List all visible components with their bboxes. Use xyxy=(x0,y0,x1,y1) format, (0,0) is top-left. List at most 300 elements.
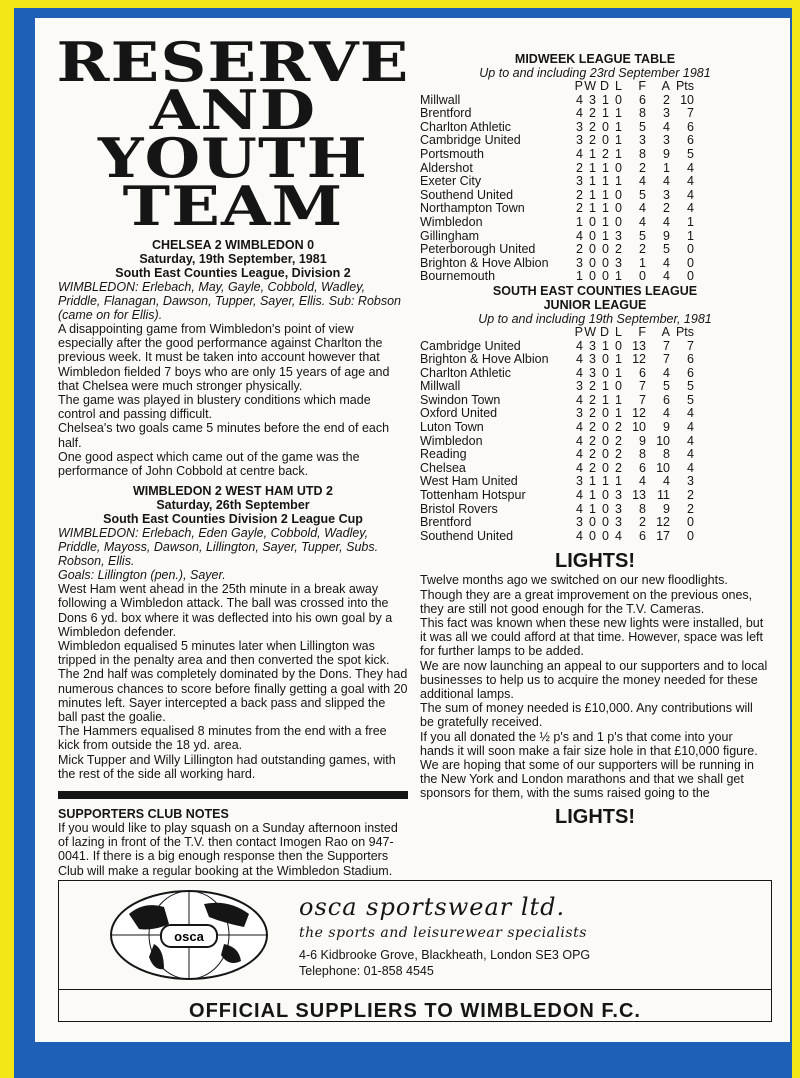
stat-cell: 2 xyxy=(615,460,622,475)
stat-cell: 2 xyxy=(639,160,646,175)
stat-cell: 0 xyxy=(602,488,609,503)
column-header: A xyxy=(661,79,670,93)
stat-cell: 6 xyxy=(639,92,646,107)
stat-cell: 9 xyxy=(639,433,646,448)
report-paragraph: The game was played in blustery conditions which made control and passing difficult. xyxy=(58,393,371,422)
stat-cell: 2 xyxy=(615,420,622,435)
table-row xyxy=(420,489,694,503)
stat-cell: 1 xyxy=(639,255,646,270)
stat-cell: 6 xyxy=(687,133,694,148)
match1-date: Saturday, 19th September, 1981 xyxy=(139,252,327,266)
stat-cell: 4 xyxy=(687,460,694,475)
stat-cell: 0 xyxy=(615,201,622,216)
stat-cell: 1 xyxy=(602,92,609,107)
report-paragraph: Wimbledon equalised 5 minutes later when Lillington was tripped in the penalty area and then converted the spot kick. xyxy=(58,639,390,668)
stat-cell: 2 xyxy=(589,392,596,407)
stat-cell: 10 xyxy=(632,420,646,435)
match1-comp: South East Counties League, Division 2 xyxy=(115,266,351,280)
stat-cell: 0 xyxy=(639,269,646,284)
stat-cell: 4 xyxy=(663,474,670,489)
team-name: Charlton Athletic xyxy=(420,365,512,380)
match2-date: Saturday, 26th September xyxy=(156,498,310,513)
match1-team: WIMBLEDON: Erlebach, May, Gayle, Cobbold, Wadley, Priddle, Flanagan, Dawson, Tupper, Sayer, Ellis. Sub: Robson (came on for Ellis). xyxy=(58,280,402,322)
stat-cell: 3 xyxy=(615,228,622,243)
column-header: A xyxy=(661,324,670,339)
stat-cell: 0 xyxy=(602,133,609,148)
table-row xyxy=(420,230,694,244)
stat-cell: 3 xyxy=(576,474,583,489)
stat-cell: 0 xyxy=(602,528,609,543)
table-row xyxy=(420,121,694,135)
report-paragraph: The Hammers equalised 8 minutes from the end with a free kick from outside the 18 yd. area. xyxy=(58,724,387,753)
stat-cell: 6 xyxy=(639,460,646,475)
stat-cell: 0 xyxy=(687,242,694,257)
column-header: P xyxy=(574,79,583,93)
stat-cell: 1 xyxy=(615,133,622,148)
table-row xyxy=(420,516,694,530)
report-paragraph: The 2nd half was completely dominated by the Dons. They had numerous chances to score before finally getting a goal with 20 minutes left. Sayer intercepted a back pass and slipped the ball past the goalie. xyxy=(58,667,408,725)
stat-cell: 2 xyxy=(663,201,670,216)
junior-title: SOUTH EAST COUNTIES LEAGUE xyxy=(492,283,698,298)
stat-cell: 1 xyxy=(615,392,622,407)
address-line: 4-6 Kidbrooke Grove, Blackheath, London SE3 OPG xyxy=(299,948,591,962)
stat-cell: 0 xyxy=(589,242,596,257)
stat-cell: 4 xyxy=(576,501,583,516)
programme-page xyxy=(35,18,790,1042)
stat-cell: 9 xyxy=(663,501,670,516)
stat-cell: 0 xyxy=(615,92,622,107)
supporters-body: If you would like to play squash on a Sunday afternoon insted of lazing in front of the T.V. then contact Imogen Rao on 947-0041. If there is a big enough response then the Supporters Club will make a regular booking at the Wimbledon Stadium. xyxy=(58,821,398,878)
stat-cell: 4 xyxy=(663,174,670,189)
stat-cell: 10 xyxy=(680,92,694,107)
stat-cell: 4 xyxy=(576,352,583,367)
stat-cell: 7 xyxy=(663,352,670,367)
yellow-border-top xyxy=(0,0,800,8)
match2-report xyxy=(58,582,408,781)
stat-cell: 1 xyxy=(589,488,596,503)
stat-cell: 4 xyxy=(576,228,583,243)
stat-cell: 0 xyxy=(589,255,596,270)
stat-cell: 2 xyxy=(589,379,596,394)
stat-cell: 0 xyxy=(602,406,609,421)
stat-cell: 4 xyxy=(576,365,583,380)
stat-cell: 5 xyxy=(687,379,694,394)
stat-cell: 0 xyxy=(602,433,609,448)
stat-cell: 4 xyxy=(663,269,670,284)
stat-cell: 2 xyxy=(589,119,596,134)
team-name: Bournemouth xyxy=(420,269,496,284)
stat-cell: 0 xyxy=(602,447,609,462)
table-row xyxy=(420,435,694,449)
table-row xyxy=(420,202,694,216)
stat-cell: 1 xyxy=(602,474,609,489)
stat-cell: 3 xyxy=(663,187,670,202)
report-paragraph: This fact was known when these new lights were installed, but it was all we could afford at that time. However, space was left for further lamps to be added. xyxy=(420,616,764,659)
stat-cell: 1 xyxy=(602,187,609,202)
stat-cell: 0 xyxy=(602,365,609,380)
table-row xyxy=(420,189,694,203)
osca-address xyxy=(299,947,590,979)
stat-cell: 0 xyxy=(602,352,609,367)
junior-title2: JUNIOR LEAGUE xyxy=(543,297,647,312)
stat-cell: 3 xyxy=(589,338,596,353)
osca-advert xyxy=(58,880,772,1022)
stat-cell: 4 xyxy=(576,528,583,543)
table-row xyxy=(420,94,694,108)
stat-cell: 3 xyxy=(589,365,596,380)
stat-cell: 3 xyxy=(576,174,583,189)
column-header: F xyxy=(638,324,646,339)
stat-cell: 4 xyxy=(687,187,694,202)
stat-cell: 8 xyxy=(639,146,646,161)
match1-title: CHELSEA 2 WIMBLEDON 0 xyxy=(151,238,315,252)
stat-cell: 4 xyxy=(663,255,670,270)
table-row xyxy=(420,134,694,148)
stat-cell: 4 xyxy=(576,460,583,475)
yellow-border-right xyxy=(792,0,800,1078)
stat-cell: 0 xyxy=(602,501,609,516)
stat-cell: 1 xyxy=(615,474,622,489)
team-name: Peterborough United xyxy=(420,242,536,257)
stat-cell: 4 xyxy=(663,406,670,421)
table-row xyxy=(420,216,694,230)
team-name: Tottenham Hotspur xyxy=(420,488,526,503)
stat-cell: 8 xyxy=(663,447,670,462)
stat-cell: 0 xyxy=(589,515,596,530)
stat-cell: 1 xyxy=(602,214,609,229)
stat-cell: 4 xyxy=(576,488,583,503)
column-header: W xyxy=(584,324,596,339)
stat-cell: 5 xyxy=(663,242,670,257)
stat-cell: 17 xyxy=(656,528,670,543)
stat-cell: 4 xyxy=(687,174,694,189)
stat-cell: 3 xyxy=(576,379,583,394)
team-name: Cambridge United xyxy=(420,133,521,148)
column-header: L xyxy=(615,79,622,93)
stat-cell: 1 xyxy=(602,338,609,353)
report-paragraph: West Ham went ahead in the 25th minute in a break away following a Wimbledon attack. The ball was crossed into the Dons 6 yd. box where it was deflected into his own goal by a Wimbledon defender. xyxy=(58,582,393,639)
stat-cell: 2 xyxy=(589,106,596,121)
headline-line: AND xyxy=(149,78,317,142)
junior-subtitle: Up to and including 19th September, 1981 xyxy=(478,311,712,326)
column-header: D xyxy=(599,79,609,93)
stat-cell: 10 xyxy=(656,460,670,475)
stat-cell: 6 xyxy=(687,352,694,367)
stat-cell: 2 xyxy=(602,146,609,161)
stat-cell: 0 xyxy=(687,528,694,543)
lights-body xyxy=(420,573,770,800)
stat-cell: 2 xyxy=(589,420,596,435)
header-blank xyxy=(420,80,570,94)
table-header-row xyxy=(420,80,694,94)
team-name: Southend United xyxy=(420,528,514,543)
stat-cell: 3 xyxy=(589,92,596,107)
team-name: Chelsea xyxy=(420,460,466,475)
team-name: Millwall xyxy=(420,92,461,107)
stat-cell: 4 xyxy=(576,92,583,107)
globe-logo-icon xyxy=(109,889,269,981)
stat-cell: 2 xyxy=(639,242,646,257)
stat-cell: 2 xyxy=(576,201,583,216)
lights-footer: LIGHTS! xyxy=(555,805,635,828)
supporters-heading: SUPPORTERS CLUB NOTES xyxy=(58,807,229,822)
table-row xyxy=(420,353,694,367)
stat-cell: 2 xyxy=(687,501,694,516)
stat-cell: 1 xyxy=(615,269,622,284)
stat-cell: 6 xyxy=(687,119,694,134)
stat-cell: 4 xyxy=(687,406,694,421)
stat-cell: 3 xyxy=(663,133,670,148)
stat-cell: 12 xyxy=(632,352,646,367)
match2-team: WIMBLEDON: Erlebach, Eden Gayle, Cobbold, Wadley, Priddle, Mayoss, Dawson, Lillington, Sayer, Tupper, Subs. Robson, Ellis. xyxy=(58,526,379,569)
midweek-table xyxy=(420,80,694,284)
report-paragraph: Twelve months ago we switched on our new floodlights. Though they are a great improvement on the previous ones, they are still not good enough for the T.V. Cameras. xyxy=(420,573,753,616)
stat-cell: 1 xyxy=(663,160,670,175)
stat-cell: 9 xyxy=(663,420,670,435)
stat-cell: 0 xyxy=(602,242,609,257)
stat-cell: 4 xyxy=(615,528,622,543)
stat-cell: 4 xyxy=(639,474,646,489)
stat-cell: 3 xyxy=(576,515,583,530)
stat-cell: 0 xyxy=(589,214,596,229)
table-row xyxy=(420,243,694,257)
stat-cell: 0 xyxy=(615,214,622,229)
stat-cell: 7 xyxy=(663,338,670,353)
team-name: Aldershot xyxy=(420,160,473,175)
stat-cell: 5 xyxy=(639,119,646,134)
stat-cell: 3 xyxy=(576,133,583,148)
stat-cell: 2 xyxy=(576,187,583,202)
table-row xyxy=(420,270,694,284)
stat-cell: 0 xyxy=(602,460,609,475)
stat-cell: 1 xyxy=(615,352,622,367)
stat-cell: 4 xyxy=(576,146,583,161)
stat-cell: 4 xyxy=(687,447,694,462)
stat-cell: 1 xyxy=(615,106,622,121)
stat-cell: 0 xyxy=(602,269,609,284)
report-paragraph: We are now launching an appeal to our supporters and to local businesses to help us to acquire the money needed for these additional lamps. xyxy=(420,658,768,702)
report-paragraph: One good aspect which came out of the game was the performance of John Cobbold at centre back. xyxy=(58,449,360,479)
stat-cell: 2 xyxy=(639,515,646,530)
stat-cell: 4 xyxy=(639,174,646,189)
table-row xyxy=(420,148,694,162)
stat-cell: 0 xyxy=(589,228,596,243)
stat-cell: 1 xyxy=(589,501,596,516)
stat-cell: 3 xyxy=(576,255,583,270)
stat-cell: 0 xyxy=(615,160,622,175)
stat-cell: 2 xyxy=(589,447,596,462)
table-row xyxy=(420,475,694,489)
stat-cell: 2 xyxy=(589,433,596,448)
match2-goals: Goals: Lillington (pen.), Sayer. xyxy=(58,568,226,583)
stat-cell: 1 xyxy=(589,474,596,489)
match2-title: WIMBLEDON 2 WEST HAM UTD 2 xyxy=(133,484,333,499)
stat-cell: 12 xyxy=(632,406,646,421)
team-name: Wimbledon xyxy=(420,433,483,448)
stat-cell: 0 xyxy=(615,338,622,353)
stat-cell: 4 xyxy=(576,106,583,121)
stat-cell: 1 xyxy=(589,174,596,189)
stat-cell: 3 xyxy=(663,106,670,121)
official-suppliers: OFFICIAL SUPPLIERS TO WIMBLEDON F.C. xyxy=(59,989,771,1023)
table-row xyxy=(420,162,694,176)
team-name: Luton Town xyxy=(420,420,484,435)
team-name: Portsmouth xyxy=(420,146,484,161)
stat-cell: 1 xyxy=(687,228,694,243)
stat-cell: 4 xyxy=(687,420,694,435)
table-row xyxy=(420,530,694,544)
stat-cell: 9 xyxy=(663,228,670,243)
stat-cell: 4 xyxy=(639,201,646,216)
stat-cell: 1 xyxy=(602,379,609,394)
team-name: Northampton Town xyxy=(420,201,525,216)
stat-cell: 5 xyxy=(687,392,694,407)
stat-cell: 6 xyxy=(687,365,694,380)
column-header: L xyxy=(615,324,622,339)
table-row xyxy=(420,394,694,408)
right-column xyxy=(420,52,770,829)
stat-cell: 0 xyxy=(602,420,609,435)
table-row xyxy=(420,407,694,421)
stat-cell: 1 xyxy=(615,406,622,421)
stat-cell: 1 xyxy=(602,106,609,121)
stat-cell: 13 xyxy=(632,338,646,353)
table-row xyxy=(420,503,694,517)
stat-cell: 2 xyxy=(615,447,622,462)
team-name: Cambridge United xyxy=(420,338,521,353)
stat-cell: 5 xyxy=(639,228,646,243)
headline-line: RESERVE xyxy=(56,30,410,94)
stat-cell: 1 xyxy=(576,269,583,284)
stat-cell: 0 xyxy=(589,528,596,543)
stat-cell: 1 xyxy=(602,174,609,189)
stat-cell: 3 xyxy=(615,515,622,530)
stat-cell: 1 xyxy=(615,119,622,134)
table-row xyxy=(420,462,694,476)
stat-cell: 4 xyxy=(663,365,670,380)
stat-cell: 8 xyxy=(639,447,646,462)
stat-cell: 3 xyxy=(615,501,622,516)
stat-cell: 1 xyxy=(615,146,622,161)
team-name: Millwall xyxy=(420,379,461,394)
stat-cell: 1 xyxy=(602,228,609,243)
yellow-border-left xyxy=(0,0,14,1078)
divider-bar xyxy=(58,791,408,799)
team-name: Swindon Town xyxy=(420,392,501,407)
osca-tagline: the sports and leisurewear specialists xyxy=(299,925,587,941)
table-row xyxy=(420,340,694,354)
stat-cell: 10 xyxy=(656,433,670,448)
stat-cell: 6 xyxy=(639,528,646,543)
column-header: D xyxy=(599,324,609,339)
stat-cell: 2 xyxy=(687,488,694,503)
stat-cell: 2 xyxy=(589,406,596,421)
team-name: Brentford xyxy=(420,106,472,121)
junior-table xyxy=(420,326,694,544)
team-name: Bristol Rovers xyxy=(420,501,498,516)
report-paragraph: The sum of money needed is £10,000. Any contributions will be gratefully received. xyxy=(420,701,753,730)
team-name: West Ham United xyxy=(420,474,518,489)
stat-cell: 0 xyxy=(602,255,609,270)
table-row xyxy=(420,367,694,381)
stat-cell: 1 xyxy=(615,174,622,189)
stat-cell: 3 xyxy=(576,406,583,421)
stat-cell: 1 xyxy=(589,160,596,175)
stat-cell: 4 xyxy=(687,433,694,448)
table-row xyxy=(420,107,694,121)
team-name: Oxford United xyxy=(420,406,498,421)
stat-cell: 2 xyxy=(663,92,670,107)
stat-cell: 1 xyxy=(589,146,596,161)
team-name: Reading xyxy=(420,447,467,462)
match2-comp: South East Counties Division 2 League Cup xyxy=(103,512,363,527)
stat-cell: 6 xyxy=(639,365,646,380)
stat-cell: 5 xyxy=(639,187,646,202)
stat-cell: 1 xyxy=(576,214,583,229)
team-name: Brighton & Hove Albion xyxy=(420,255,549,270)
stat-cell: 4 xyxy=(576,392,583,407)
stat-cell: 4 xyxy=(687,201,694,216)
report-paragraph: Chelsea's two goals came 5 minutes before the end of each half. xyxy=(58,421,390,450)
team-name: Brentford xyxy=(420,515,472,530)
headline xyxy=(27,30,440,238)
table-row xyxy=(420,448,694,462)
team-name: Wimbledon xyxy=(420,214,483,229)
stat-cell: 4 xyxy=(576,338,583,353)
stat-cell: 0 xyxy=(589,269,596,284)
stat-cell: 3 xyxy=(589,352,596,367)
stat-cell: 0 xyxy=(615,187,622,202)
table-row xyxy=(420,421,694,435)
stat-cell: 1 xyxy=(602,201,609,216)
headline-line: YOUTH TEAM xyxy=(97,126,369,238)
stat-cell: 4 xyxy=(576,447,583,462)
stat-cell: 3 xyxy=(615,488,622,503)
stat-cell: 8 xyxy=(639,501,646,516)
team-name: Brighton & Hove Albion xyxy=(420,352,549,367)
stat-cell: 3 xyxy=(687,474,694,489)
phone-line: Telephone: 01-858 4545 xyxy=(299,964,434,978)
stat-cell: 7 xyxy=(687,338,694,353)
stat-cell: 1 xyxy=(687,214,694,229)
table-header-row xyxy=(420,326,694,340)
report-paragraph: We are hoping that some of our supporters will be running in the New York and London marathons and that we shall get sponsors for them, with the sums raised going to the xyxy=(420,758,754,801)
stat-cell: 1 xyxy=(602,392,609,407)
stat-cell: 6 xyxy=(663,392,670,407)
table-row xyxy=(420,175,694,189)
midweek-subtitle: Up to and including 23rd September 1981 xyxy=(479,66,711,80)
stat-cell: 2 xyxy=(589,460,596,475)
stat-cell: 0 xyxy=(602,515,609,530)
stat-cell: 2 xyxy=(615,242,622,257)
stat-cell: 9 xyxy=(663,146,670,161)
stat-cell: 0 xyxy=(687,515,694,530)
stat-cell: 2 xyxy=(615,433,622,448)
report-paragraph: A disappointing game from Wimbledon's point of view especially after the good performance against Charlton the previous week. It must be taken into account however that Wimbledon fielded 7 boys who are only 15 years of age and that Chelsea were much stronger physically. xyxy=(58,322,390,393)
midweek-title: MIDWEEK LEAGUE TABLE xyxy=(514,52,676,66)
stat-cell: 1 xyxy=(615,365,622,380)
stat-cell: 0 xyxy=(602,119,609,134)
left-column xyxy=(56,30,410,878)
stat-cell: 2 xyxy=(576,242,583,257)
stat-cell: 5 xyxy=(663,379,670,394)
stat-cell: 11 xyxy=(657,488,670,503)
stat-cell: 4 xyxy=(663,119,670,134)
team-name: Southend United xyxy=(420,187,514,202)
stat-cell: 13 xyxy=(632,488,646,503)
header-blank xyxy=(420,326,570,340)
column-header: P xyxy=(574,324,583,339)
